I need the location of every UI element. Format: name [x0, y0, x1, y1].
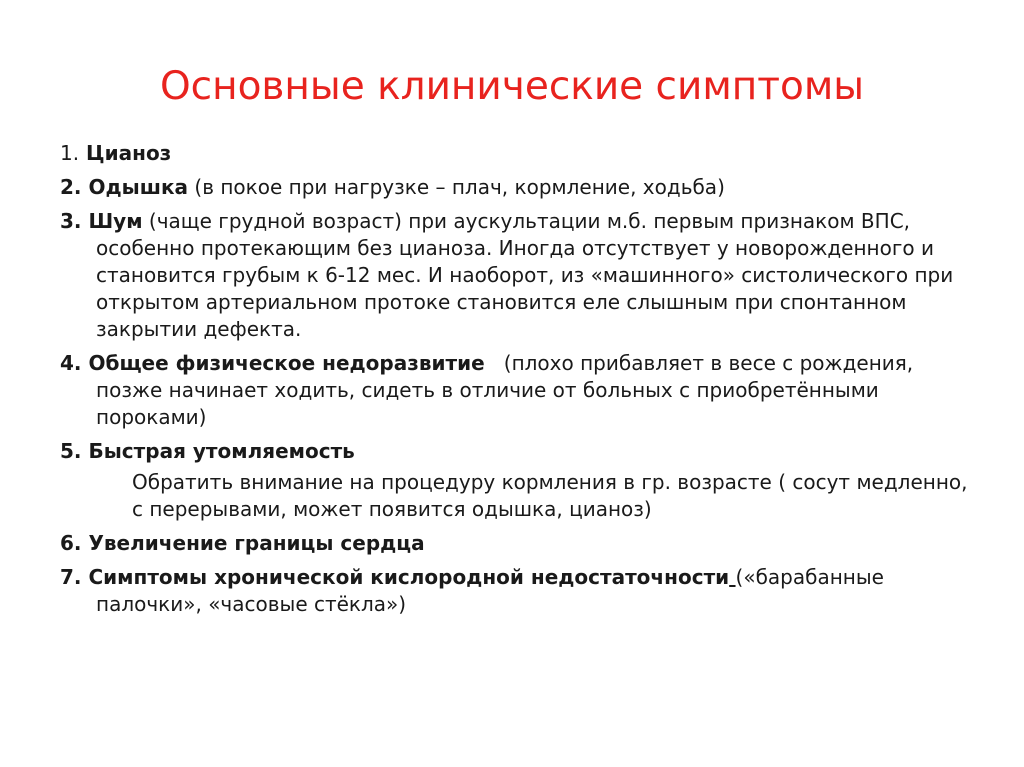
item-heading: Симптомы хронической кислородной недостаточности	[81, 565, 730, 589]
item-number: 6.	[60, 531, 82, 555]
item-heading: Одышка	[81, 175, 189, 199]
item-number: 3.	[60, 209, 82, 233]
item-number: 1	[60, 141, 73, 165]
list-item	[60, 530, 970, 557]
item-text: (плохо прибавляет в весе с рождения, позже начинает ходить, сидеть в отличие от больных с приобретёнными пороками)	[96, 351, 914, 429]
item-number: 2.	[60, 175, 82, 199]
item-gap	[485, 351, 504, 375]
list-item	[60, 564, 970, 618]
item-heading: Общее физическое недоразвитие	[81, 351, 485, 375]
item-text: (в покое при нагрузке – плач, кормление, ходьба)	[188, 175, 725, 199]
list-item	[60, 140, 970, 167]
item-text: (чаще грудной возраст) при аускультации м.б. первым признаком ВПС, особенно протекающим без цианоза. Иногда отсутствует у новорожденного и становится грубым к 6-12 мес. И наоборот, из «машинного» систолического при открытом артериальном протоке становится еле слышным при спонтанном закрытии дефекта.	[96, 209, 954, 341]
symptom-list	[60, 140, 970, 625]
item-heading: Цианоз	[79, 141, 172, 165]
item-heading: Быстрая утомляемость	[81, 439, 355, 463]
item-number: 5.	[60, 439, 82, 463]
list-item	[60, 438, 970, 523]
item-subtext: Обратить внимание на процедуру кормления в гр. возрасте ( сосут медленно, с перерывами, может появится одышка, цианоз)	[132, 470, 968, 521]
item-text: («барабанные палочки», «часовые стёкла»)	[96, 565, 884, 616]
item-heading: Увеличение границы сердца	[81, 531, 425, 555]
list-item	[60, 350, 970, 431]
list-item	[60, 208, 970, 343]
list-item	[60, 174, 970, 201]
item-heading: Шум	[81, 209, 143, 233]
item-number: 4.	[60, 351, 82, 375]
item-number: 7.	[60, 565, 82, 589]
slide-title: Основные клинические симптомы	[159, 64, 865, 109]
item-number-separator: .	[72, 141, 80, 165]
